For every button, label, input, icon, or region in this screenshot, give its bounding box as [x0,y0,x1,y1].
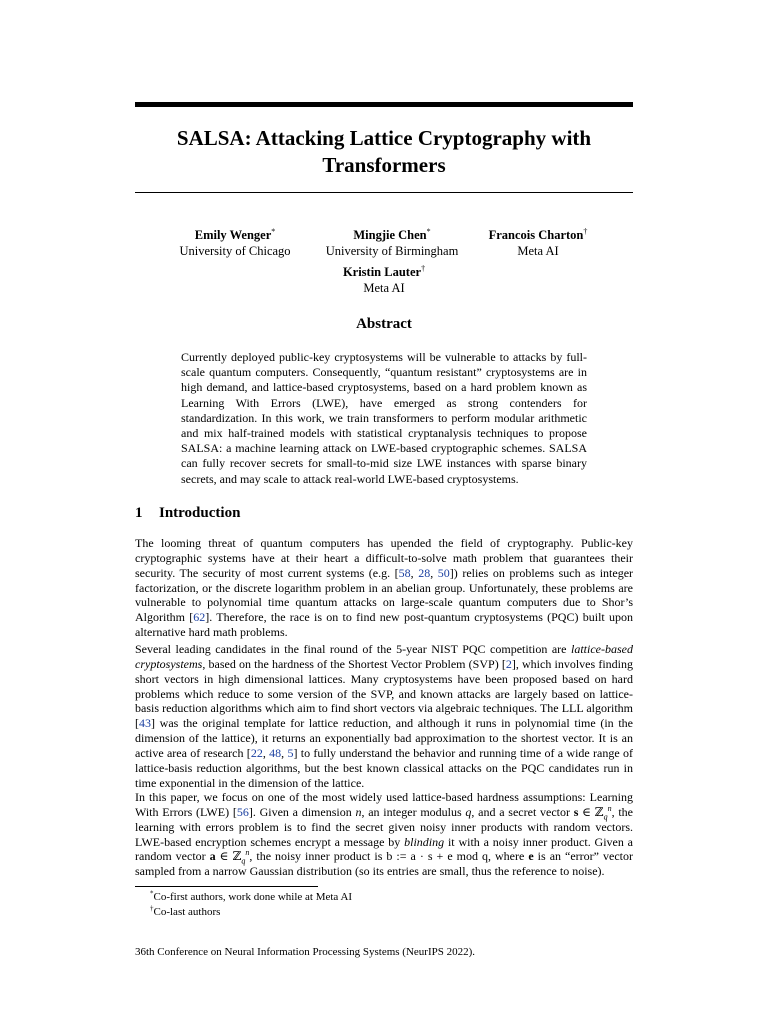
math-vector: e [528,849,534,864]
citation-link[interactable]: 2 [505,656,512,671]
math-var: n [355,804,362,819]
author-mark: * [271,226,276,236]
author-block-4 [324,265,444,296]
emphasis-text: blinding [404,834,445,849]
title-bottom-rule [135,192,633,193]
emphasis-text: lattice-based cryptosystems [135,642,633,671]
math-formula: b := a · s + e mod q [386,849,488,864]
citation-link[interactable]: 48 [269,745,282,760]
footnote-1: *Co-first authors, work done while at Meta AI [150,889,353,903]
author-affiliation: Meta AI [517,243,559,258]
author-mark: † [583,226,588,236]
citation-link[interactable]: 50 [437,565,450,580]
author-block-2 [316,228,468,259]
author-block-3 [480,228,596,259]
author-block-1 [170,228,300,259]
citation-link[interactable]: 56 [236,804,249,819]
author-name: Emily Wenger [194,228,272,242]
author-affiliation: Meta AI [363,280,405,295]
citation-link[interactable]: 58 [398,565,411,580]
author-mark: * [426,226,431,236]
author-mark: † [421,263,426,273]
citation-link[interactable]: 43 [139,716,151,731]
section-number: 1 [135,505,143,521]
math-vector: a [209,849,216,864]
title-top-rule [135,102,633,107]
author-affiliation: University of Birmingham [325,243,459,258]
intro-paragraph-2: Several leading candidates in the final round of the 5-year NIST PQC competition are lattice-based cryptosystems, based on the hardness of the Shortest Vector Problem (SVP) [2], which involves finding short vectors in high dimensional lattices. Many cryptosystems have been proposed based on hard problems which reduce to some version of the SVP, and known attacks are largely based on lattice-basis reduction algorithms which aim to find short vectors via algebraic techniques. The LLL algorithm [43] was the original template for lattice reduction, and although it runs in polynomial time (in the dimension of the lattice), it returns an exponentially bad approximation to the shortest vector. It is an active area of research [22, 48, 5] to fully understand the behavior and running time of a wide range of lattice-basis reduction algorithms, but the best known classical attacks on the PQC candidates run in time exponential in the dimension of the lattice. [135,642,633,790]
paper-title: SALSA: Attacking Lattice Cryptography with Transformers [176,126,592,177]
citation-link[interactable]: 5 [287,745,294,760]
author-name: Kristin Lauter [342,265,422,279]
citation-link[interactable]: 62 [193,610,206,625]
footnote-rule [135,886,318,887]
author-affiliation: University of Chicago [179,243,291,258]
section-heading [135,505,240,522]
author-name: Francois Charton [488,228,584,242]
citation-link[interactable]: 22 [250,745,263,760]
math-var: q [465,804,472,819]
intro-paragraph-1: The looming threat of quantum computers has upended the field of cryptography. Public-key cryptographic systems have at their heart a difficult-to-solve math problem that guarantees their security. The security of most current systems (e.g. [58, 28, 50]) relies on problems such as integer factorization, or the discrete logarithm problem in an abelian group. Unfortunately, these problems are vulnerable to polynomial time quantum attacks on large-scale quantum computers due to Shor’s Algorithm [62]. Therefore, the race is on to find new post-quantum cryptosystems (PQC) built upon alternative hard math problems. [135,536,634,640]
section-title: Introduction [159,505,241,521]
footnote-2: †Co-last authors [150,904,221,918]
abstract-heading: Abstract [356,316,412,332]
math-vector: s [573,804,579,819]
venue-footer: 36th Conference on Neural Information Processing Systems (NeurIPS 2022). [135,946,476,958]
citation-link[interactable]: 28 [418,565,431,580]
abstract-text: Currently deployed public-key cryptosystems will be vulnerable to attacks by full-scale quantum computers. Consequently, “quantum resistant” cryptosystems are in high demand, and lattice-based cryptosystems, based on a hard problem known as Learning With Errors (LWE), have emerged as strong contenders for standardization. In this work, we train transformers to perform modular arithmetic and mix half-trained models with statistical cryptanalysis techniques to propose SALSA: a machine learning attack on LWE-based cryptographic schemes. SALSA can fully recover secrets for small-to-mid size LWE instances with sparse binary secrets, and may scale to attack real-world LWE-based cryptosystems. [181,350,587,486]
author-name: Mingjie Chen [353,228,427,242]
intro-paragraph-3: In this paper, we focus on one of the most widely used lattice-based hardness assumptions: Learning With Errors (LWE) [56]. Given a dimension n, an integer modulus q, and a secret vector s ∈ ℤ$_q^n$, the learning with errors problem is to find the secret given noisy inner products with random vectors. LWE-based encryption schemes encrypt a message by blinding it with a noisy inner product. Given a random vector a ∈ ℤ$_q^n$, the noisy inner product is b := a · s + e mod q, where e is an “error” vector sampled from a narrow Gaussian distribution (so its entries are small, thus the reference to noise). [135,790,634,879]
